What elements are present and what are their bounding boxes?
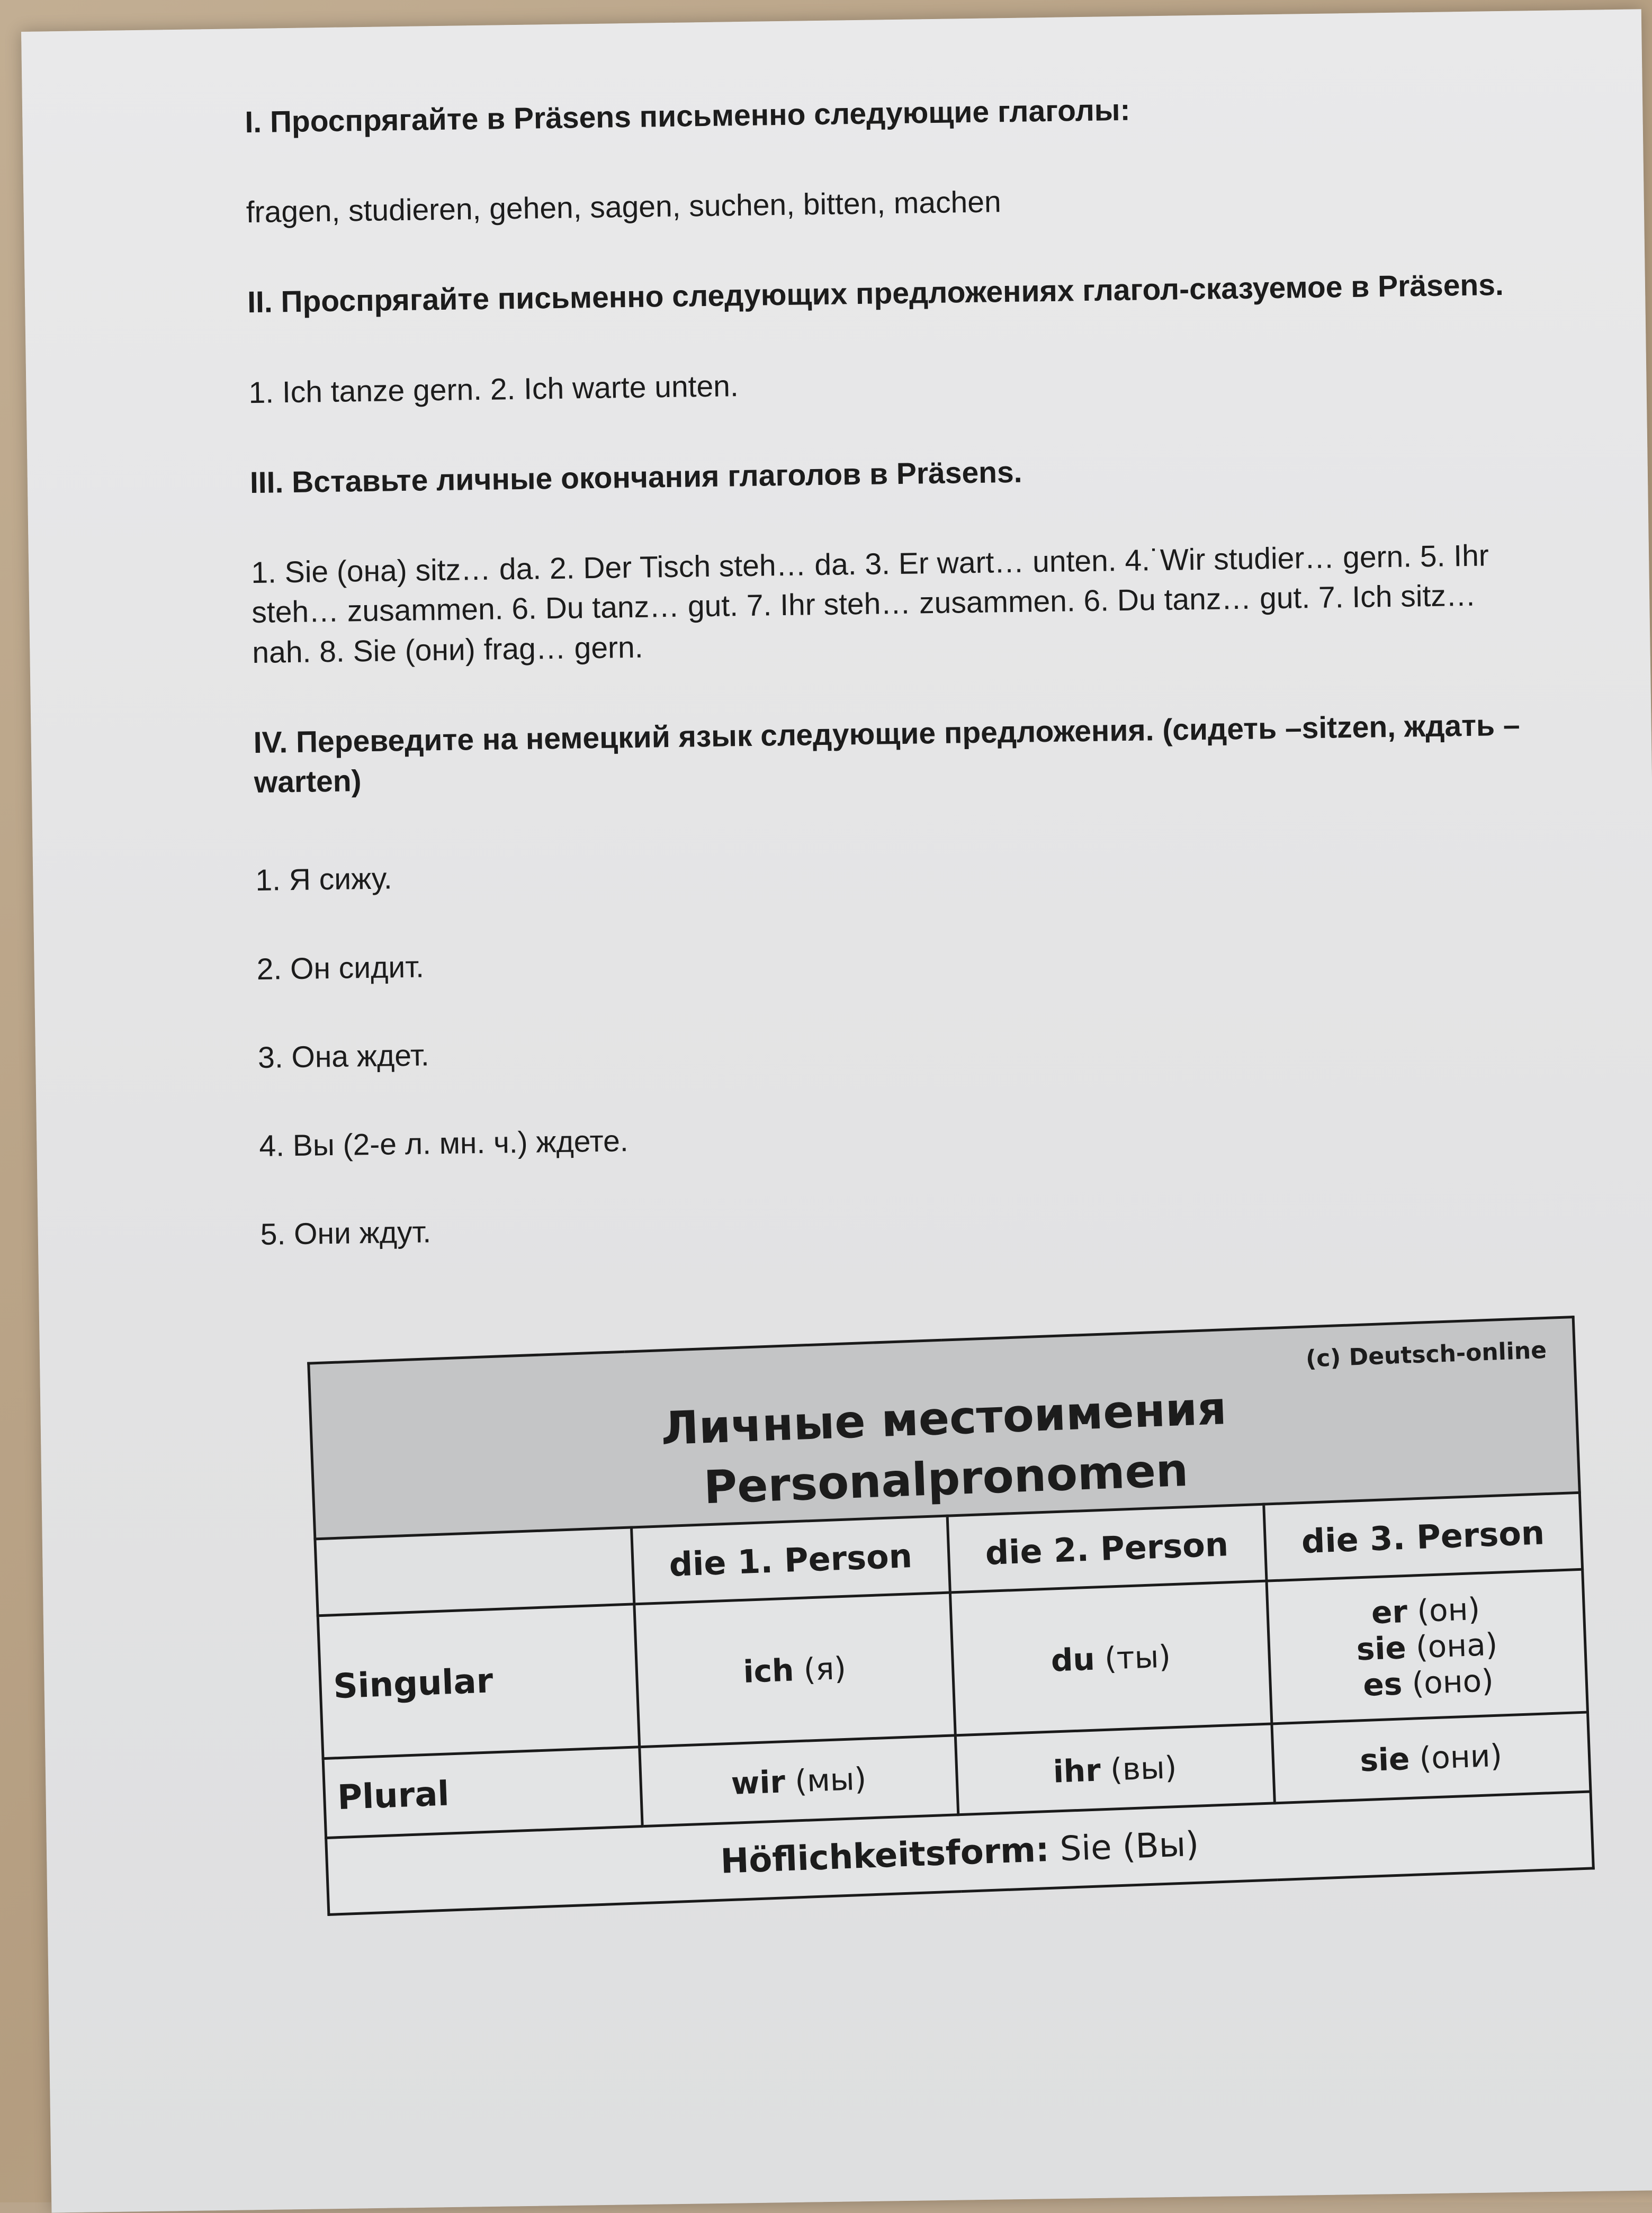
plural-1st-person: wir (мы) xyxy=(639,1735,958,1827)
list-item: 2. Он сидит. xyxy=(256,950,425,986)
row-label-plural: Plural xyxy=(323,1747,642,1838)
singular-1st-person: ich (я) xyxy=(634,1593,955,1747)
singular-3rd-person: er (он) sie (она) es (оно) xyxy=(1267,1569,1588,1724)
column-header-2nd-person: die 2. Person xyxy=(947,1504,1266,1593)
list-item: 1. Я сижу. xyxy=(255,861,392,898)
credit-label: (c) Deutsch-online xyxy=(1305,1336,1547,1373)
list-item: 5. Они ждут. xyxy=(260,1215,432,1252)
section1-verbs: fragen, studieren, gehen, sagen, suchen, bitten, machen xyxy=(246,185,1002,230)
title-russian: Личные местоимения xyxy=(660,1382,1228,1456)
list-item: 4. Вы (2-е л. мн. ч.) ждете. xyxy=(258,1124,629,1163)
courtesy-form-row: Höflichkeitsform: Sie (Вы) xyxy=(326,1792,1594,1914)
section4-list xyxy=(255,843,1542,1255)
section2-heading: II. Проспрягайте письменно следующих предложениях глагол-сказуемое в Präsens. xyxy=(247,268,1504,320)
list-item: 3. Она ждет. xyxy=(257,1038,430,1075)
plural-3rd-person: sie (они) xyxy=(1271,1712,1591,1803)
title-german: Personalpronomen xyxy=(703,1443,1189,1514)
exercise-content xyxy=(245,85,1542,1303)
section2-sentences: 1. Ich tanze gern. 2. Ich warte unten. xyxy=(248,368,739,410)
section3-heading: III. Вставьте личные окончания глаголов в Präsens. xyxy=(249,455,1022,500)
singular-2nd-person: du (ты) xyxy=(950,1581,1271,1735)
personal-pronoun-table xyxy=(307,1316,1595,1916)
row-label-singular: Singular xyxy=(318,1604,639,1759)
section3-sentences: 1. Sie (она) sitz… da. 2. Der Tisch steh… da. 3. Er wart… unten. 4.˙Wir studier… gern. 5. Ihr steh… zusammen. 6. Du tanz… gut. 7. Ihr steh… zusammen. 6. Du tanz… gut. 7. Ich sitz… nah. 8. Sie (они) frag… gern. xyxy=(250,538,1489,670)
section4-heading: IV. Переведите на немецкий язык следующие предложения. (сидеть –sitzen, ждать – warten) xyxy=(253,708,1521,800)
worksheet-page xyxy=(21,9,1652,2212)
empty-header-cell xyxy=(315,1527,634,1616)
section1-heading: I. Проспрягайте в Präsens письменно следующие глаголы: xyxy=(244,93,1130,140)
column-header-1st-person: die 1. Person xyxy=(631,1516,950,1604)
pronoun-grid xyxy=(307,1316,1595,1916)
plural-2nd-person: ihr (вы) xyxy=(955,1724,1274,1815)
column-header-3rd-person: die 3. Person xyxy=(1263,1492,1582,1581)
